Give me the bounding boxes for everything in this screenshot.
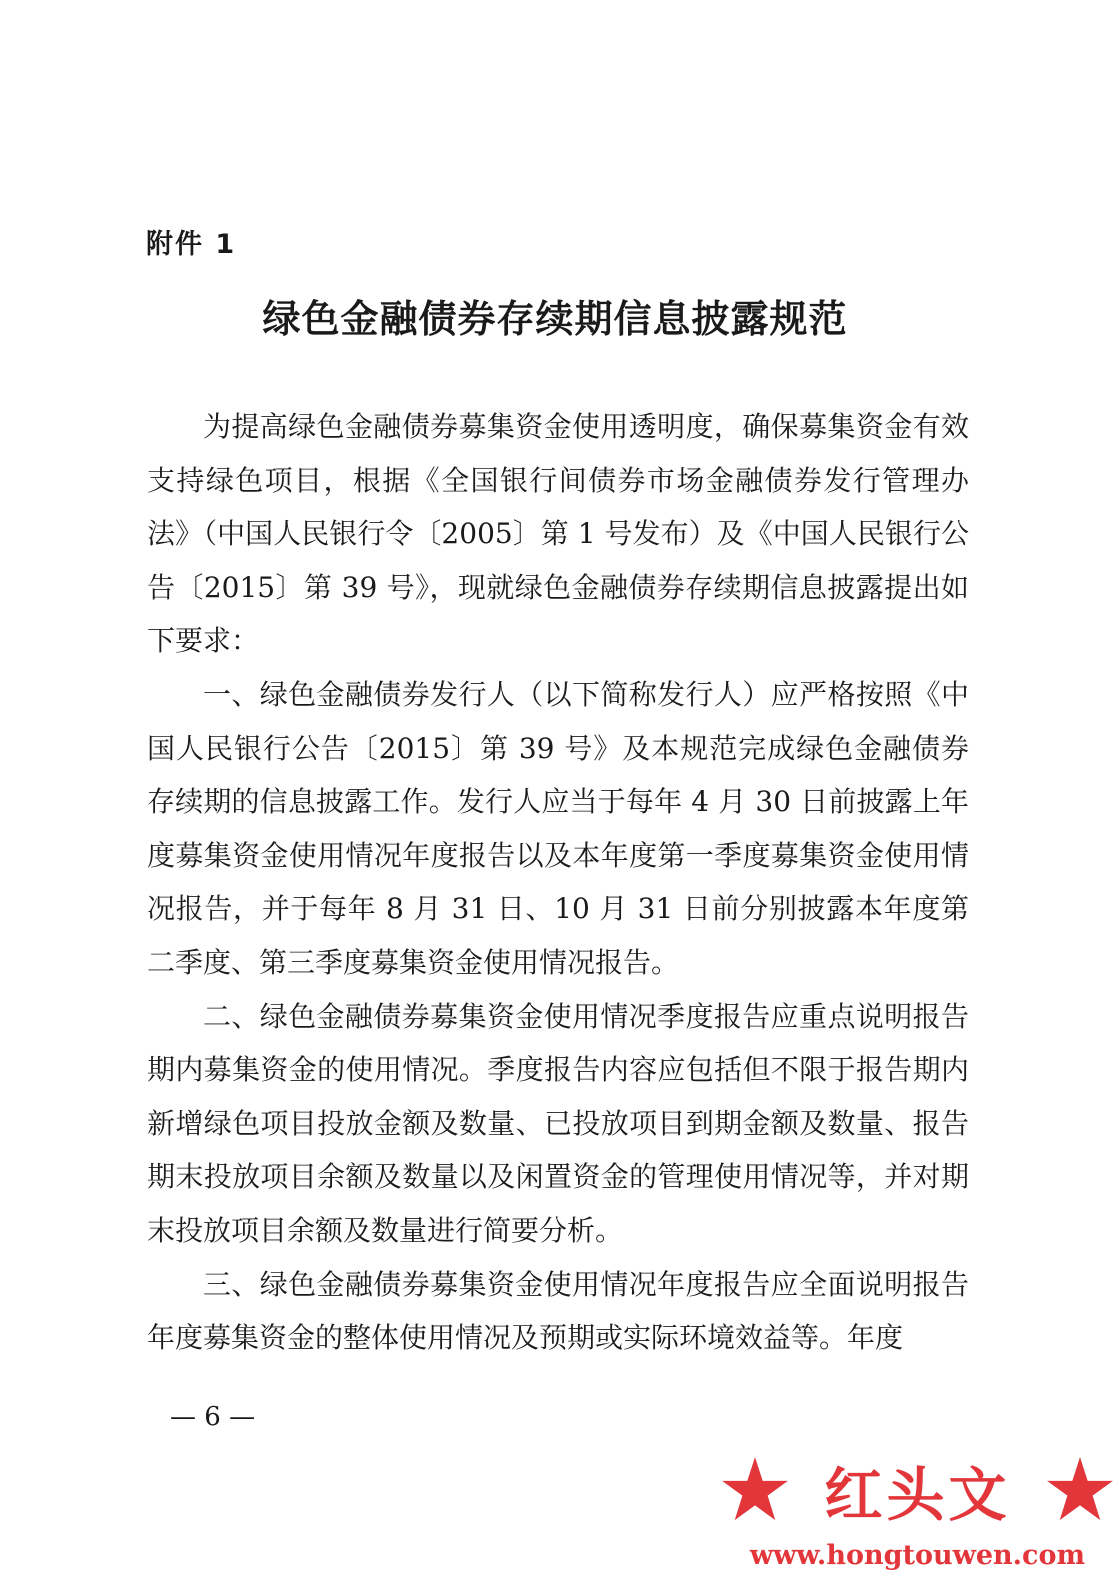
attachment-label: 附件 1 [146, 229, 237, 260]
paragraph-item-1: 一、绿色金融债券发行人（以下简称发行人）应严格按照《中国人民银行公告〔2015〕第 39 号》及本规范完成绿色金融债券存续期的信息披露工作。发行人应当于每年 4 月 30 日前披露上年度募集资金使用情况年度报告以及本年度第一季度募集资金使用情况报告，并于每年 8 月 31 日、10 月 31 日前分别披露本年度第二季度、第三季度募集资金使用情况报告。 [147, 677, 969, 979]
watermark-url: www.hongtouwen.com [749, 1540, 1086, 1571]
document-body [147, 400, 969, 1365]
page-number: — 6 — [170, 1402, 256, 1432]
paragraph-intro: 为提高绿色金融债券募集资金使用透明度，确保募集资金有效支持绿色项目，根据《全国银行间债券市场金融债券发行管理办法》（中国人民银行令〔2005〕第 1 号发布）及《中国人民银行公告〔2015〕第 39 号》，现就绿色金融债券存续期信息披露提出如下要求： [147, 410, 969, 658]
site-watermark [720, 1445, 1115, 1580]
watermark-site-name: 红头文 [824, 1461, 1011, 1529]
star-icon [720, 1455, 790, 1525]
document-title: 绿色金融债券存续期信息披露规范 [262, 297, 848, 341]
star-icon [1045, 1455, 1115, 1525]
paragraph-item-3: 三、绿色金融债券募集资金使用情况年度报告应全面说明报告年度募集资金的整体使用情况及预期或实际环境效益等。年度 [147, 1267, 969, 1355]
paragraph-item-2: 二、绿色金融债券募集资金使用情况季度报告应重点说明报告期内募集资金的使用情况。季度报告内容应包括但不限于报告期内新增绿色项目投放金额及数量、已投放项目到期金额及数量、报告期末投放项目余额及数量以及闲置资金的管理使用情况等，并对期末投放项目余额及数量进行简要分析。 [147, 999, 969, 1247]
